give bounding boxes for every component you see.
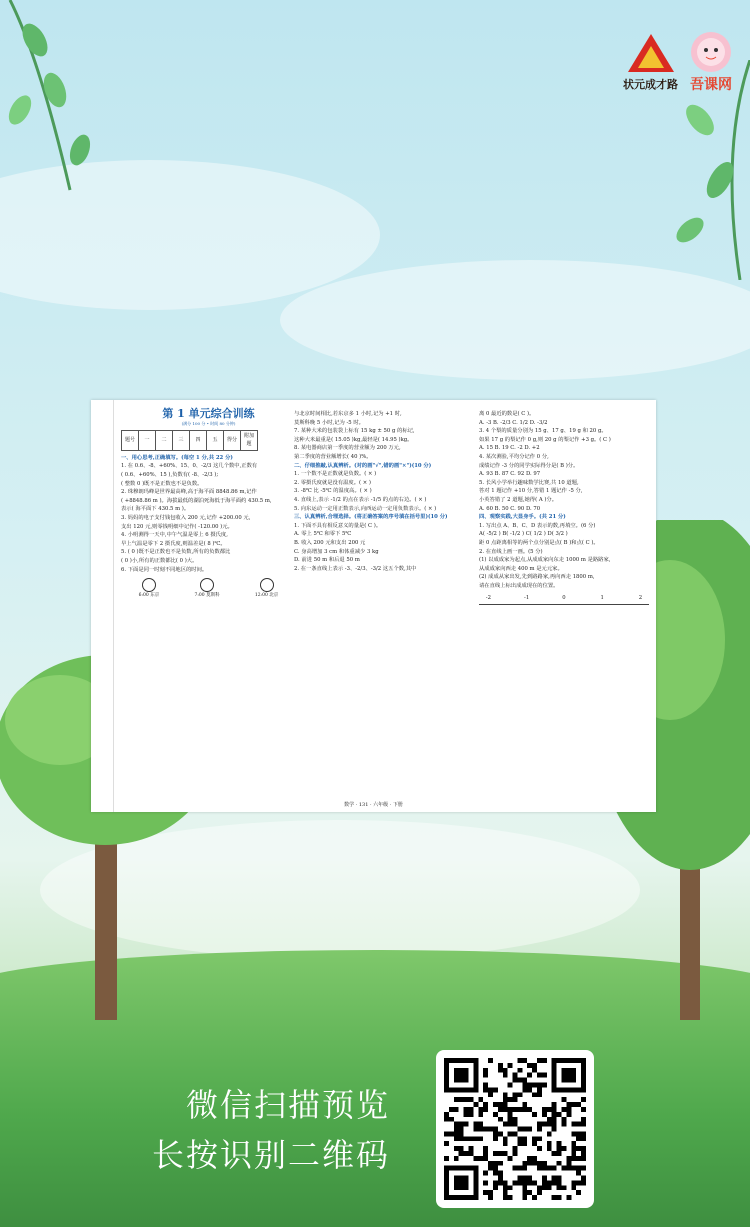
cta-line-longpress: 长按识别二维码 [151, 1136, 390, 1174]
worksheet-line: 6. 下面是同一时刻不同地区的时间。 [121, 566, 208, 573]
clock-item [255, 578, 278, 601]
worksheet-line: 4. 某次测验,平均分记作 0 分, [479, 453, 549, 460]
worksheet-line: 距 0 点距离相等的两个点分别是点( B )和点( C )。 [479, 539, 599, 546]
worksheet-line: 与北京时间相比,若东京多 1 小时,记为 +1 时, [294, 411, 402, 417]
score-table [121, 430, 258, 451]
worksheet-line: 5. 向东运动一定用正数表示,向西运动一定用负数表示。( × ) [294, 505, 437, 512]
worksheet-line: 一、用心思考,正确填写。(每空 1 分,共 22 分) [121, 454, 233, 461]
number-line-tick-label: 2 [638, 595, 643, 602]
worksheet-title: 第 1 单元综合训练 [162, 407, 255, 420]
worksheet-line: 早上气温是零下 2 摄氏度,则温差是( 8 )℃。 [121, 540, 226, 547]
worksheet-column-left [121, 407, 296, 601]
qr-code-icon[interactable] [444, 1058, 586, 1200]
worksheet-line: A( -5/2 ) B( -1/2 ) C( 1/2 ) D( 3/2 ) [479, 531, 568, 538]
clock-row [121, 578, 296, 601]
worksheet-line: 二、仔细推敲,认真辨析。(对的画"√",错的画"×")(10 分) [294, 462, 432, 469]
worksheet-line: 支出 120 元,则零钱明细中记作( -120.00 )元。 [121, 523, 233, 530]
worksheet-line: 5. ( 0 )既不是正数也不是负数,所有的负数都比 [121, 549, 231, 556]
number-line-tick-label: 0 [562, 595, 566, 602]
worksheet-column-right [479, 410, 649, 609]
logo-triangle-icon [626, 32, 676, 74]
worksheet-line: 1. 写出点 A、B、C、D 表示的数,再填空。(6 分) [479, 522, 596, 529]
clock-icon [142, 578, 156, 592]
score-table-cell: 题号 [122, 430, 139, 450]
worksheet-line: A. 93 B. 87 C. 92 D. 97 [479, 471, 541, 478]
worksheet-footer: 数学 · 131 · 六年级 · 下册 [344, 802, 403, 808]
clock-label: 7:00 莫斯科 [194, 593, 220, 599]
worksheet-line: 2. 在一条直线上表示 -3、-2/3、-3/2 这五个数,其中 [294, 565, 417, 572]
number-line-tick-label: -2 [485, 595, 491, 602]
clock-item [139, 578, 160, 601]
score-table-cell: 附加题 [241, 430, 258, 450]
worksheet-line: 3. 4 个梨的质量分别为 15 g、17 g、19 g 和 20 g。 [479, 428, 607, 435]
clock-icon [260, 578, 274, 592]
worksheet-line: A. -3 B. -2/3 C. 1/2 D. -3/2 [479, 419, 548, 426]
worksheet-line: (2) 成成从家出发,先到路路家,再向西走 1800 m, [479, 574, 595, 581]
score-table-cell: 二 [156, 430, 173, 450]
clock-icon [200, 578, 214, 592]
worksheet-line: ( 0 )小,所有的正数都比( 0 )大。 [121, 557, 198, 564]
worksheet-subtitle: (满分 100 分 • 时间 80 分钟) [181, 420, 236, 426]
worksheet-line: 7. 某种大米的包装袋上标有 15 kg ± 50 g 的标记, [294, 428, 415, 435]
logo-left-text: 状元成才路 [623, 78, 678, 91]
worksheet-line: 8. 某电器商店第一季度的营业额为 200 万元, [294, 445, 401, 452]
clock-label: 6:00 东京 [138, 593, 160, 599]
worksheet-line: 请在直线上标出成成现在的位置。 [479, 582, 559, 589]
worksheet-line: 4. 小明测得一天中,中午气温是零上 6 摄氏度, [121, 532, 228, 539]
worksheet-line: 1. 在 0.6、-8、+60%、15、0、-2/3 这几个数中,正数有 [121, 463, 258, 470]
worksheet-line: 莫斯科晚 5 小时,记为 -5 时。 [294, 419, 364, 426]
worksheet-column-middle [294, 410, 464, 573]
worksheet-line: 5. 长风小学举行趣味数学比赛,共 10 道题, [479, 479, 579, 486]
worksheet-line: D. 前进 50 m 和后退 50 m [294, 557, 360, 564]
worksheet-line: ( +8848.86 m )。海拔最低的湖泊死海低于海平面约 430.5 m, [121, 497, 272, 504]
number-line [479, 594, 649, 605]
worksheet-line: 2. 在直线上画一画。(5 分) [479, 548, 543, 555]
worksheet-line: 1. 一个数不是正数就是负数。( × ) [294, 471, 377, 478]
cta-line-scan: 微信扫描预览 [185, 1086, 390, 1124]
score-table-cell: 一 [139, 430, 156, 450]
mascot-icon [691, 32, 731, 72]
brand-logos [623, 32, 732, 94]
worksheet-line: 表示( 海平面下 430.5 m )。 [121, 506, 190, 513]
score-table-cell: 三 [173, 430, 190, 450]
logo-wukewang [690, 32, 732, 94]
qr-code-card[interactable] [436, 1050, 594, 1208]
clock-item [195, 578, 220, 601]
worksheet-line: ( 0.6、+60%、15 ),负数有( -8、-2/3 ); [121, 471, 219, 478]
number-line-tick-label: -1 [524, 595, 530, 602]
binding-strip [91, 400, 114, 812]
worksheet-line: 第二季度的营业额增长( 40 )%。 [294, 453, 372, 460]
worksheet-line: B. 收入 200 元和支出 200 元 [294, 539, 366, 546]
worksheet-line: 2. 零摄氏度就是没有温度。( × ) [294, 479, 371, 486]
worksheet-line: ( 整数 0 )既不是正数也不是负数。 [121, 480, 203, 487]
number-line-tick-label: 1 [600, 595, 604, 602]
worksheet-line: 三、认真辨析,合理选择。(将正确答案的序号填在括号里)(10 分) [294, 514, 448, 521]
worksheet-line: 四、观察实践,大显身手。(共 21 分) [479, 514, 566, 521]
worksheet-line: 从成成家向西走 400 m 是元元家。 [479, 565, 563, 572]
score-table-cell: 五 [207, 430, 224, 450]
call-to-action [130, 1080, 390, 1180]
worksheet-line: 3. 妈妈的电子支付钱包收入 200 元,记作 +200.00 元, [121, 514, 251, 521]
worksheet-line: A. 15 B. 19 C. -2 D. +2 [479, 445, 540, 452]
clock-label: 12:00 北京 [254, 593, 279, 599]
worksheet-line: A. 零上 5℃ 和零下 5℃ [294, 531, 352, 538]
worksheet-line: A. 60 B. 50 C. 90 D. 70 [479, 505, 541, 512]
worksheet-line: 小英答错了 2 道题,她得( A )分。 [479, 496, 558, 503]
worksheet-line: 3. -8℃ 比 -5℃ 的温度高。( × ) [294, 488, 372, 495]
score-table-cell: 四 [190, 430, 207, 450]
worksheet-line: C. 身高增加 3 cm 和体重减少 3 kg [294, 548, 379, 555]
worksheet-line: 成绩记作 -3 分的同学实际得分是( B )分。 [479, 462, 579, 469]
worksheet-line: (1) 以成成家为起点,从成成家向东走 1000 m 是路路家, [479, 557, 611, 564]
logo-right-text: 吾课网 [690, 77, 732, 93]
worksheet-line: 1. 下面不具有相反意义的量是( C )。 [294, 522, 382, 529]
logo-zhuangyuan [623, 32, 678, 92]
worksheet-line: 4. 直线上,表示 -1/2 的点在表示 -1/5 的点的右边。( × ) [294, 496, 427, 503]
worksheet-line: 2. 珠穆朗玛峰是世界最高峰,高于海平面 8848.86 m,记作 [121, 489, 257, 496]
branch-leaves-left [0, 0, 120, 200]
worksheet-preview [91, 400, 656, 812]
score-table-cell: 得分 [224, 430, 241, 450]
worksheet-line: 如果 17 g 的梨记作 0 g,则 20 g 的梨记作 +3 g。( C ) [479, 436, 611, 443]
worksheet-line: 这种大米最重是( 15.05 )kg,最轻是( 14.95 )kg。 [294, 436, 413, 443]
worksheet-line: 离 0 最近的数是( C )。 [479, 411, 535, 417]
worksheet-line: 答对 1 题记作 +10 分,答错 1 题记作 -5 分, [479, 488, 583, 495]
